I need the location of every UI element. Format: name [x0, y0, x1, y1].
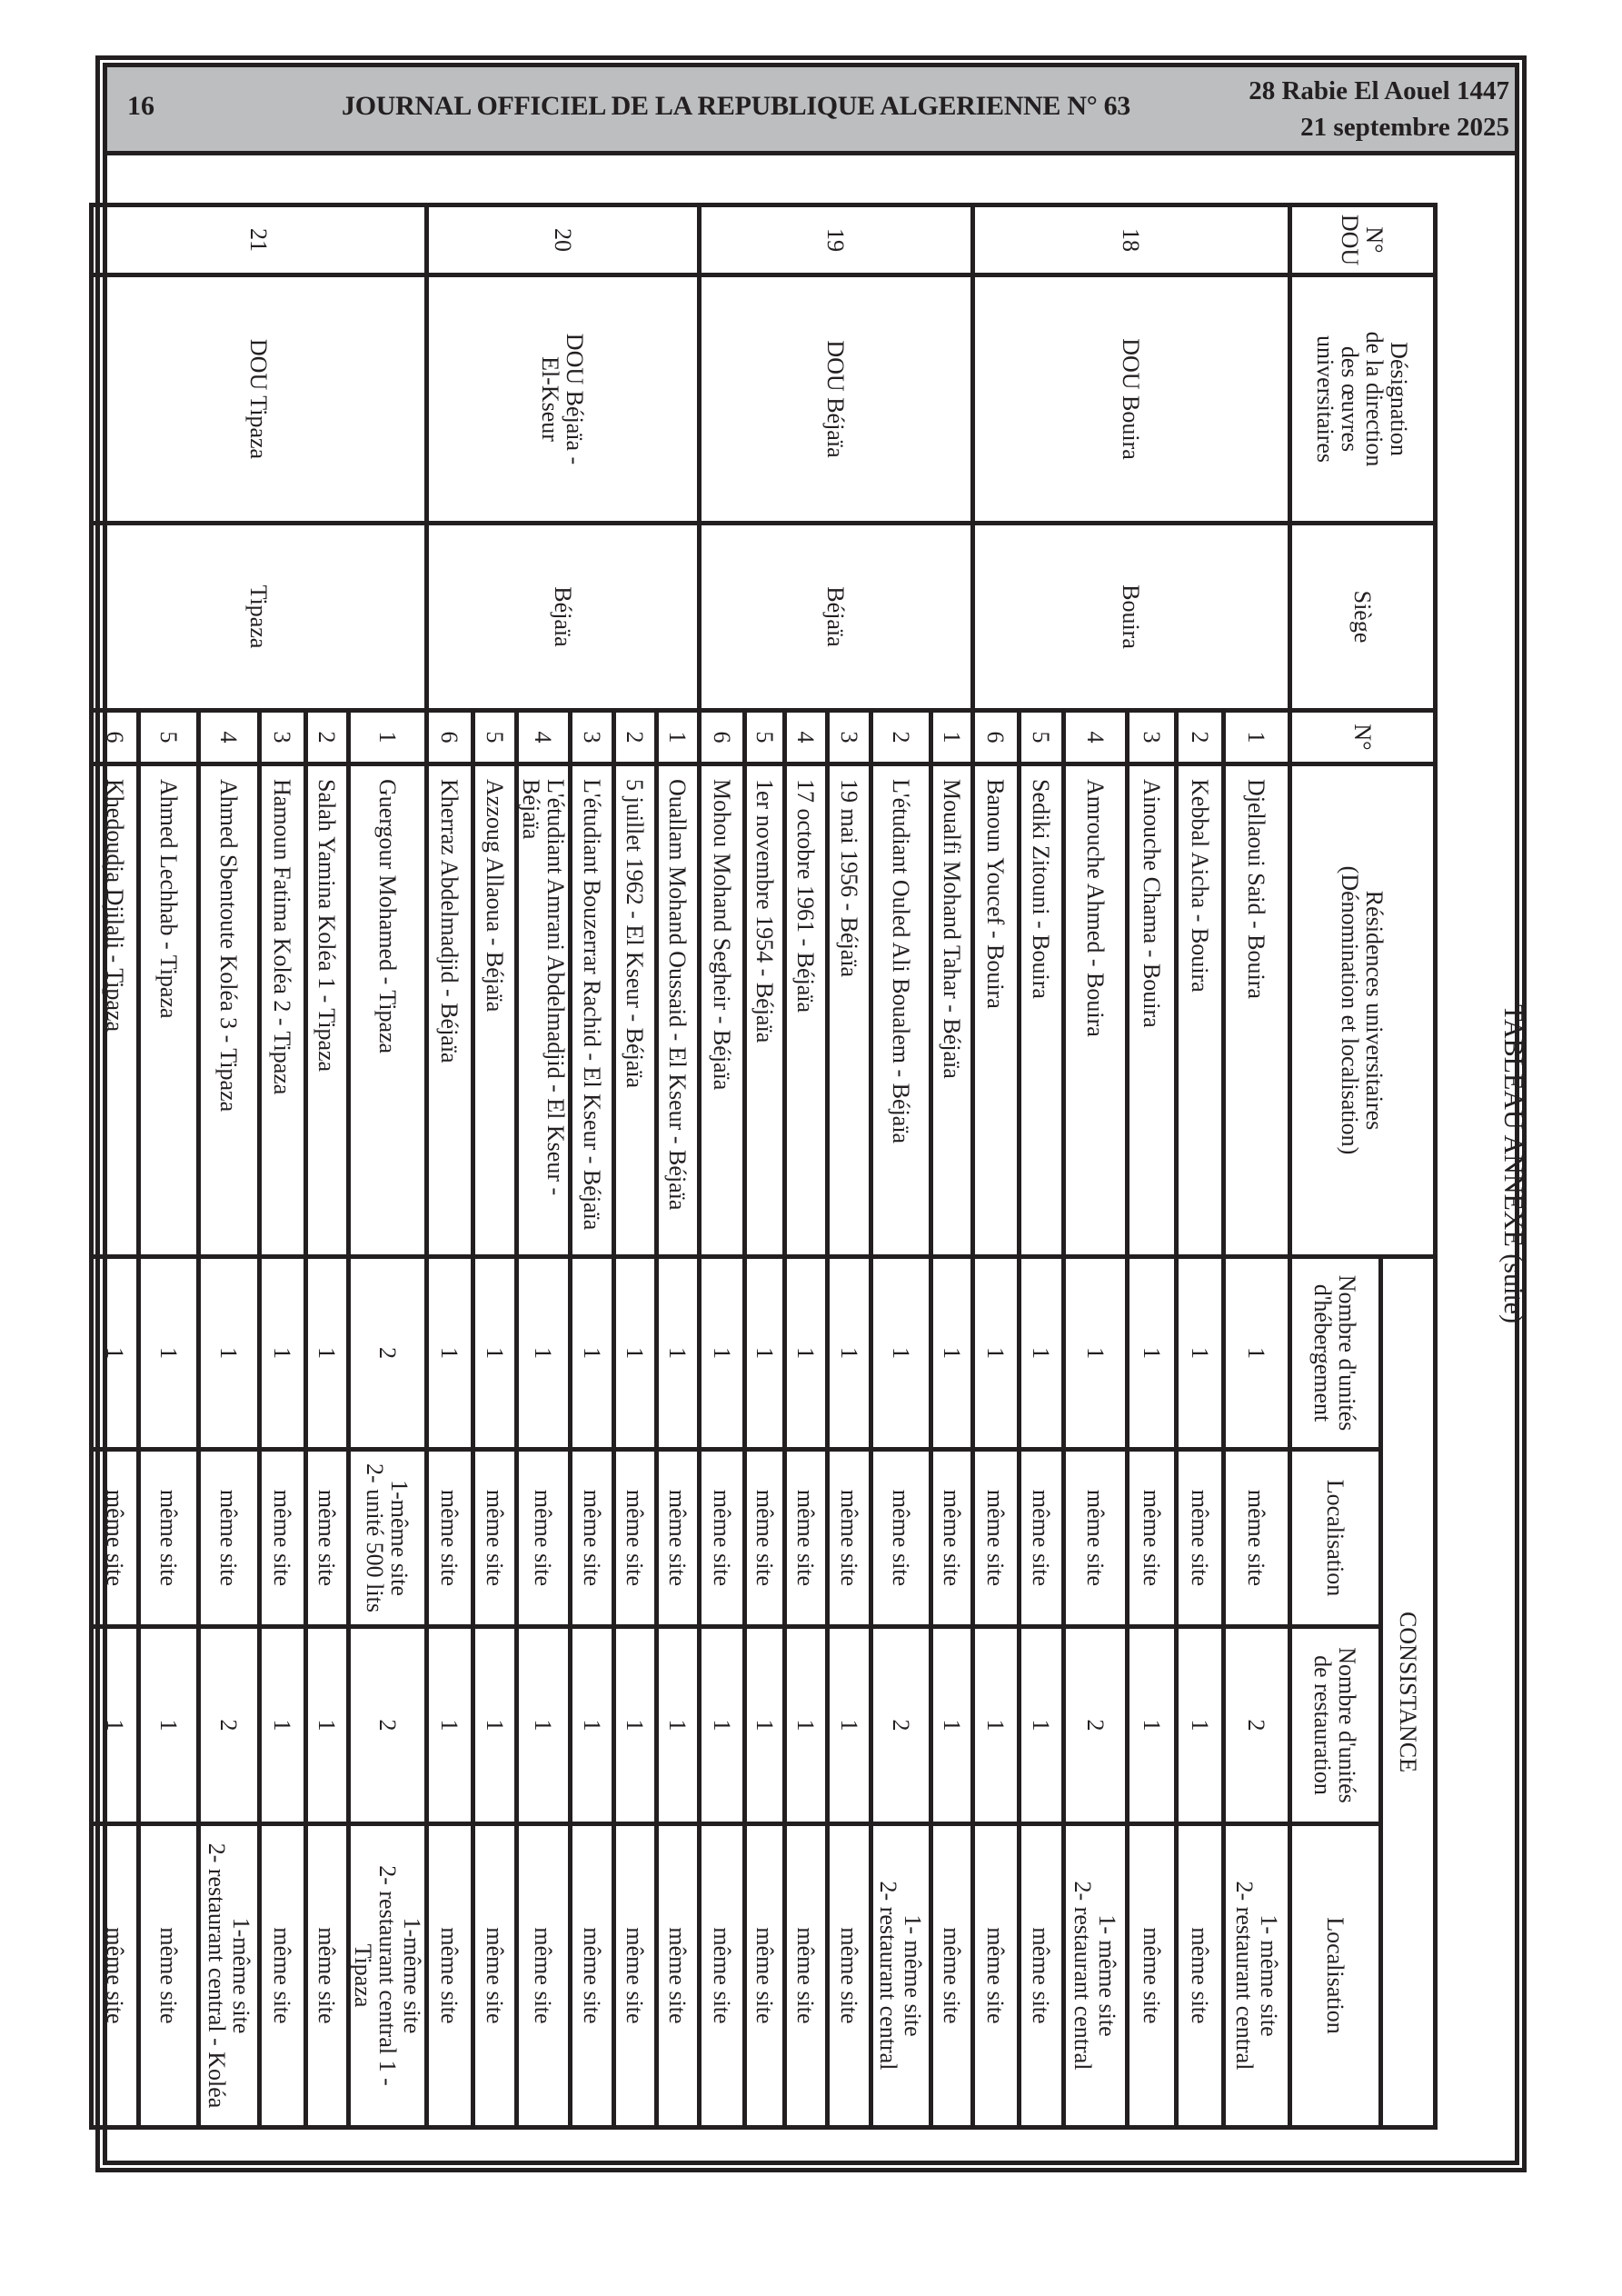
- residence-number: 6: [92, 711, 139, 764]
- nb-restauration: 1: [785, 1627, 828, 1824]
- residence-number: 5: [139, 711, 199, 764]
- localisation-restauration: même site: [828, 1824, 871, 2128]
- nb-restauration: 1: [260, 1627, 306, 1824]
- residence-number: 4: [785, 711, 828, 764]
- localisation-hebergement: même site: [828, 1450, 871, 1627]
- residence-name: Ahmed Sbentoute Koléa 3 - Tipaza: [199, 764, 260, 1257]
- header-nb-hebergement-line1: Nombre d'unités: [1334, 1274, 1361, 1432]
- residence-name: Kherraz Abdelmadjid - Béjaïa: [427, 764, 473, 1257]
- localisation-hebergement: même site: [199, 1450, 260, 1627]
- residence-name: Mohou Mohand Segheir - Béjaïa: [700, 764, 745, 1257]
- header-nb-restauration-line1: Nombre d'unités: [1334, 1647, 1361, 1803]
- residence-name: Moualfi Mohand Tahar - Béjaïa: [931, 764, 973, 1257]
- residence-name: Ouallam Mohand Oussaid - El Kseur - Béjaïa: [657, 764, 700, 1257]
- annex-table-rotated: [102, 203, 1528, 2125]
- localisation-hebergement: même site: [1128, 1450, 1177, 1627]
- nb-restauration: 1: [139, 1627, 199, 1824]
- localisation-hebergement: même site: [1224, 1450, 1290, 1627]
- residence-number: 5: [473, 711, 517, 764]
- localisation-restauration: 1- même site 2- restaurant central: [871, 1824, 931, 2128]
- nb-restauration: 1: [828, 1627, 871, 1824]
- localisation-hebergement: même site: [260, 1450, 306, 1627]
- nb-hebergement: 1: [828, 1257, 871, 1450]
- residence-name: 5 juillet 1962 - El Kseur - Béjaïa: [614, 764, 657, 1257]
- nb-restauration: 1: [1177, 1627, 1224, 1824]
- localisation-hebergement: même site: [473, 1450, 517, 1627]
- localisation-restauration: même site: [1128, 1824, 1177, 2128]
- localisation-restauration: même site: [931, 1824, 973, 2128]
- residence-name: L'étudiant Bouzerrar Rachid - El Kseur - Béjaïa: [571, 764, 614, 1257]
- header-designation: [1290, 275, 1436, 524]
- nb-restauration: 1: [614, 1627, 657, 1824]
- residence-name: 17 octobre 1961 - Béjaïa: [785, 764, 828, 1257]
- nb-hebergement: 1: [1224, 1257, 1290, 1450]
- residence-name: L'étudiant Ouled Ali Boualem - Béjaïa: [871, 764, 931, 1257]
- localisation-restauration: même site: [260, 1824, 306, 2128]
- nb-restauration: 1: [1020, 1627, 1064, 1824]
- residence-name: Amrouche Ahmed - Bouira: [1064, 764, 1128, 1257]
- localisation-hebergement: même site: [745, 1450, 785, 1627]
- localisation-hebergement: même site: [571, 1450, 614, 1627]
- header-designation-line1: Désignation: [1386, 342, 1413, 456]
- nb-hebergement: 1: [785, 1257, 828, 1450]
- localisation-restauration: 1- même site 2- restaurant central: [1064, 1824, 1128, 2128]
- dou-siege: Béjaïa: [427, 524, 700, 711]
- dou-designation: DOU Bouira: [973, 275, 1290, 524]
- localisation-restauration: 1-même site 2- restaurant central 1 - Tipaza: [349, 1824, 427, 2128]
- annex-table-wrapper: [102, 203, 1528, 2125]
- nb-restauration: 2: [349, 1627, 427, 1824]
- localisation-hebergement: même site: [1020, 1450, 1064, 1627]
- residence-number: 3: [1128, 711, 1177, 764]
- header-residences-line1: Résidences universitaires: [1361, 890, 1388, 1131]
- nb-restauration: 1: [517, 1627, 571, 1824]
- header-num: N°: [1290, 711, 1436, 764]
- page-number: 16: [127, 91, 154, 121]
- localisation-hebergement: 1-même site 2- unité 500 lits: [349, 1450, 427, 1627]
- localisation-hebergement: même site: [306, 1450, 349, 1627]
- nb-restauration: 1: [306, 1627, 349, 1824]
- residence-number: 1: [349, 711, 427, 764]
- nb-hebergement: 1: [427, 1257, 473, 1450]
- dou-designation: DOU Tipaza: [92, 275, 427, 524]
- residence-name: 1er novembre 1954 - Béjaïa: [745, 764, 785, 1257]
- nb-restauration: 1: [973, 1627, 1020, 1824]
- localisation-restauration: même site: [785, 1824, 828, 2128]
- localisation-hebergement: même site: [871, 1450, 931, 1627]
- dou-designation: DOU Béjaïa - El-Kseur: [427, 275, 700, 524]
- localisation-restauration: même site: [1020, 1824, 1064, 2128]
- localisation-hebergement: même site: [931, 1450, 973, 1627]
- header-consistance: CONSISTANCE: [1381, 1257, 1436, 2128]
- header-nb-hebergement-line2: d'hébergement: [1309, 1283, 1337, 1423]
- localisation-hebergement: même site: [139, 1450, 199, 1627]
- nb-restauration: 1: [657, 1627, 700, 1824]
- nb-hebergement: 1: [306, 1257, 349, 1450]
- journal-title: JOURNAL OFFICIEL DE LA REPUBLIQUE ALGERIENNE N° 63: [342, 91, 1130, 121]
- nb-hebergement: 1: [931, 1257, 973, 1450]
- residence-number: 1: [931, 711, 973, 764]
- residence-name: Kebbal Aicha - Bouira: [1177, 764, 1224, 1257]
- nb-hebergement: 1: [973, 1257, 1020, 1450]
- residence-number: 3: [260, 711, 306, 764]
- residence-name: Salah Yamina Koléa 1 - Tipaza: [306, 764, 349, 1257]
- residence-number: 1: [657, 711, 700, 764]
- localisation-hebergement: même site: [973, 1450, 1020, 1627]
- residence-name: Banoun Youcef - Bouira: [973, 764, 1020, 1257]
- localisation-restauration: même site: [614, 1824, 657, 2128]
- localisation-hebergement: même site: [614, 1450, 657, 1627]
- header-residences-line2: (Dénomination et localisation): [1337, 865, 1364, 1155]
- header-designation-line3: des œuvres universitaires: [1312, 334, 1364, 464]
- localisation-hebergement: même site: [427, 1450, 473, 1627]
- nb-hebergement: 1: [614, 1257, 657, 1450]
- localisation-restauration: même site: [657, 1824, 700, 2128]
- table-row: [657, 205, 700, 2128]
- localisation-restauration: même site: [973, 1824, 1020, 2128]
- residence-name: Djellaoui Said - Bouira: [1224, 764, 1290, 1257]
- residence-number: 6: [973, 711, 1020, 764]
- nb-restauration: 1: [700, 1627, 745, 1824]
- residence-name: Guergour Mohamed - Tipaza: [349, 764, 427, 1257]
- header-nb-hebergement: [1290, 1257, 1381, 1450]
- nb-restauration: 2: [1224, 1627, 1290, 1824]
- residence-number: 6: [700, 711, 745, 764]
- issue-date: [1249, 73, 1509, 145]
- nb-restauration: 2: [871, 1627, 931, 1824]
- header-num-dou: N° DOU: [1290, 205, 1436, 275]
- nb-restauration: 2: [199, 1627, 260, 1824]
- nb-restauration: 1: [745, 1627, 785, 1824]
- residence-name: Ahmed Lechhab - Tipaza: [139, 764, 199, 1257]
- dou-designation: DOU Béjaïa: [700, 275, 973, 524]
- residence-number: 4: [199, 711, 260, 764]
- residence-name: Khedoudja Djilali - Tipaza: [92, 764, 139, 1257]
- nb-hebergement: 1: [517, 1257, 571, 1450]
- header-nb-restauration: [1290, 1627, 1381, 1824]
- residence-name: Sediki Zitouni - Bouira: [1020, 764, 1064, 1257]
- journal-header: [107, 67, 1515, 155]
- localisation-hebergement: même site: [700, 1450, 745, 1627]
- dou-siege: Béjaïa: [700, 524, 973, 711]
- nb-restauration: 1: [931, 1627, 973, 1824]
- residence-number: 3: [828, 711, 871, 764]
- localisation-hebergement: même site: [517, 1450, 571, 1627]
- localisation-restauration: même site: [306, 1824, 349, 2128]
- residence-name: L'étudiant Amrani Abdelmadjid - El Kseur - Béjaïa: [517, 764, 571, 1257]
- nb-hebergement: 1: [571, 1257, 614, 1450]
- residence-number: 1: [1224, 711, 1290, 764]
- localisation-restauration: même site: [92, 1824, 139, 2128]
- nb-hebergement: 1: [700, 1257, 745, 1450]
- dou-siege: Bouira: [973, 524, 1290, 711]
- nb-hebergement: 1: [473, 1257, 517, 1450]
- localisation-hebergement: même site: [1064, 1450, 1128, 1627]
- residence-number: 5: [745, 711, 785, 764]
- residence-name: 19 mai 1956 - Béjaïa: [828, 764, 871, 1257]
- localisation-restauration: même site: [517, 1824, 571, 2128]
- nb-hebergement: 1: [1064, 1257, 1128, 1450]
- localisation-restauration: même site: [1177, 1824, 1224, 2128]
- table-row: [931, 205, 973, 2128]
- localisation-restauration: même site: [745, 1824, 785, 2128]
- dou-number: 20: [427, 205, 700, 275]
- table-row: [349, 205, 427, 2128]
- residence-number: 2: [614, 711, 657, 764]
- residence-name: Hamoun Fatima Koléa 2 - Tipaza: [260, 764, 306, 1257]
- date-hijri: 28 Rabie El Aouel 1447: [1249, 76, 1509, 105]
- header-nb-restauration-line2: de restauration: [1309, 1655, 1337, 1795]
- nb-restauration: 1: [427, 1627, 473, 1824]
- header-localisation-restauration: Localisation: [1290, 1824, 1381, 2128]
- localisation-hebergement: même site: [92, 1450, 139, 1627]
- nb-restauration: 1: [92, 1627, 139, 1824]
- residence-number: 4: [517, 711, 571, 764]
- residence-number: 4: [1064, 711, 1128, 764]
- nb-restauration: 2: [1064, 1627, 1128, 1824]
- dou-number: 18: [973, 205, 1290, 275]
- nb-hebergement: 1: [871, 1257, 931, 1450]
- localisation-restauration: même site: [139, 1824, 199, 2128]
- residence-name: Azzoug Allaoua - Béjaïa: [473, 764, 517, 1257]
- localisation-hebergement: même site: [657, 1450, 700, 1627]
- nb-restauration: 1: [1128, 1627, 1177, 1824]
- residence-name: Ainouche Chama - Bouira: [1128, 764, 1177, 1257]
- header-localisation-hebergement: Localisation: [1290, 1450, 1381, 1627]
- annex-table: [89, 203, 1438, 2130]
- localisation-hebergement: même site: [1177, 1450, 1224, 1627]
- localisation-restauration: 1-même site 2- restaurant central - Koléa: [199, 1824, 260, 2128]
- nb-hebergement: 1: [139, 1257, 199, 1450]
- annex-table-body: [92, 205, 1290, 2128]
- localisation-hebergement: même site: [785, 1450, 828, 1627]
- residence-number: 2: [1177, 711, 1224, 764]
- table-title: TABLEAU ANNEXE (suite): [1498, 1004, 1528, 1323]
- nb-restauration: 1: [571, 1627, 614, 1824]
- nb-hebergement: 1: [657, 1257, 700, 1450]
- localisation-restauration: même site: [427, 1824, 473, 2128]
- residence-number: 5: [1020, 711, 1064, 764]
- residence-number: 2: [306, 711, 349, 764]
- residence-number: 2: [871, 711, 931, 764]
- localisation-restauration: même site: [571, 1824, 614, 2128]
- nb-hebergement: 1: [92, 1257, 139, 1450]
- nb-restauration: 1: [473, 1627, 517, 1824]
- nb-hebergement: 1: [1177, 1257, 1224, 1450]
- table-row: [1224, 205, 1290, 2128]
- nb-hebergement: 1: [1020, 1257, 1064, 1450]
- nb-hebergement: 1: [260, 1257, 306, 1450]
- nb-hebergement: 1: [199, 1257, 260, 1450]
- nb-hebergement: 1: [745, 1257, 785, 1450]
- localisation-restauration: 1- même site 2- restaurant central: [1224, 1824, 1290, 2128]
- residence-number: 6: [427, 711, 473, 764]
- dou-number: 19: [700, 205, 973, 275]
- header-designation-line2: de la direction: [1361, 331, 1388, 467]
- localisation-restauration: même site: [700, 1824, 745, 2128]
- dou-siege: Tipaza: [92, 524, 427, 711]
- header-siege: Siège: [1290, 524, 1436, 711]
- residence-number: 3: [571, 711, 614, 764]
- header-residences: [1290, 764, 1436, 1257]
- nb-hebergement: 2: [349, 1257, 427, 1450]
- date-gregorian: 21 septembre 2025: [1300, 113, 1509, 142]
- localisation-restauration: même site: [473, 1824, 517, 2128]
- nb-hebergement: 1: [1128, 1257, 1177, 1450]
- dou-number: 21: [92, 205, 427, 275]
